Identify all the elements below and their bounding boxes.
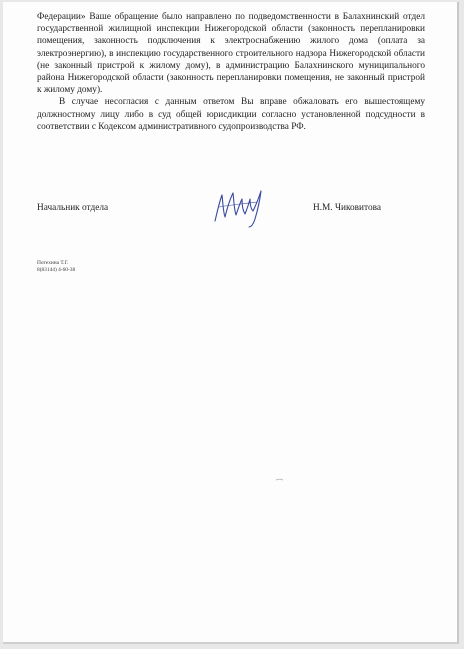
letter-paragraph-appeal-rights: В случае несогласия с данным ответом Вы вправе обжаловать его вышестоящему должностному лицу либо в суд общей юрисдикции согласно установленной подсудности в соответствии с Кодексом административного судопроизводства РФ. <box>37 97 425 132</box>
handwritten-signature <box>209 187 267 229</box>
executor-info <box>37 260 75 275</box>
document-page <box>3 2 459 644</box>
signatory-name: Н.М. Чиковитова <box>313 203 382 213</box>
executor-name: Потехина Т.Г. <box>37 260 69 266</box>
signature-block <box>37 200 425 240</box>
letter-body <box>37 11 425 133</box>
scan-speck <box>275 478 284 482</box>
position-title: Начальник отдела <box>37 203 109 213</box>
letter-paragraph-referral: Федерации» Ваше обращение было направлено по подведомственности в Балахнинский отдел государственной жилищной инспекции Нижегородской области (законность перепланировки помещения, законность подключения к электроснабжению жилого дома (оплата за электроэнергию), в инспекцию государственного строительного надзора Нижегородской области (не законный пристрой к жилому дому), в администрацию Балахнинского муниципального района Нижегородской области (законность перепланировки помещения, не законный пристрой к жилому дому). <box>37 12 425 96</box>
executor-phone: 8(83144) 4-60-38 <box>37 267 76 274</box>
